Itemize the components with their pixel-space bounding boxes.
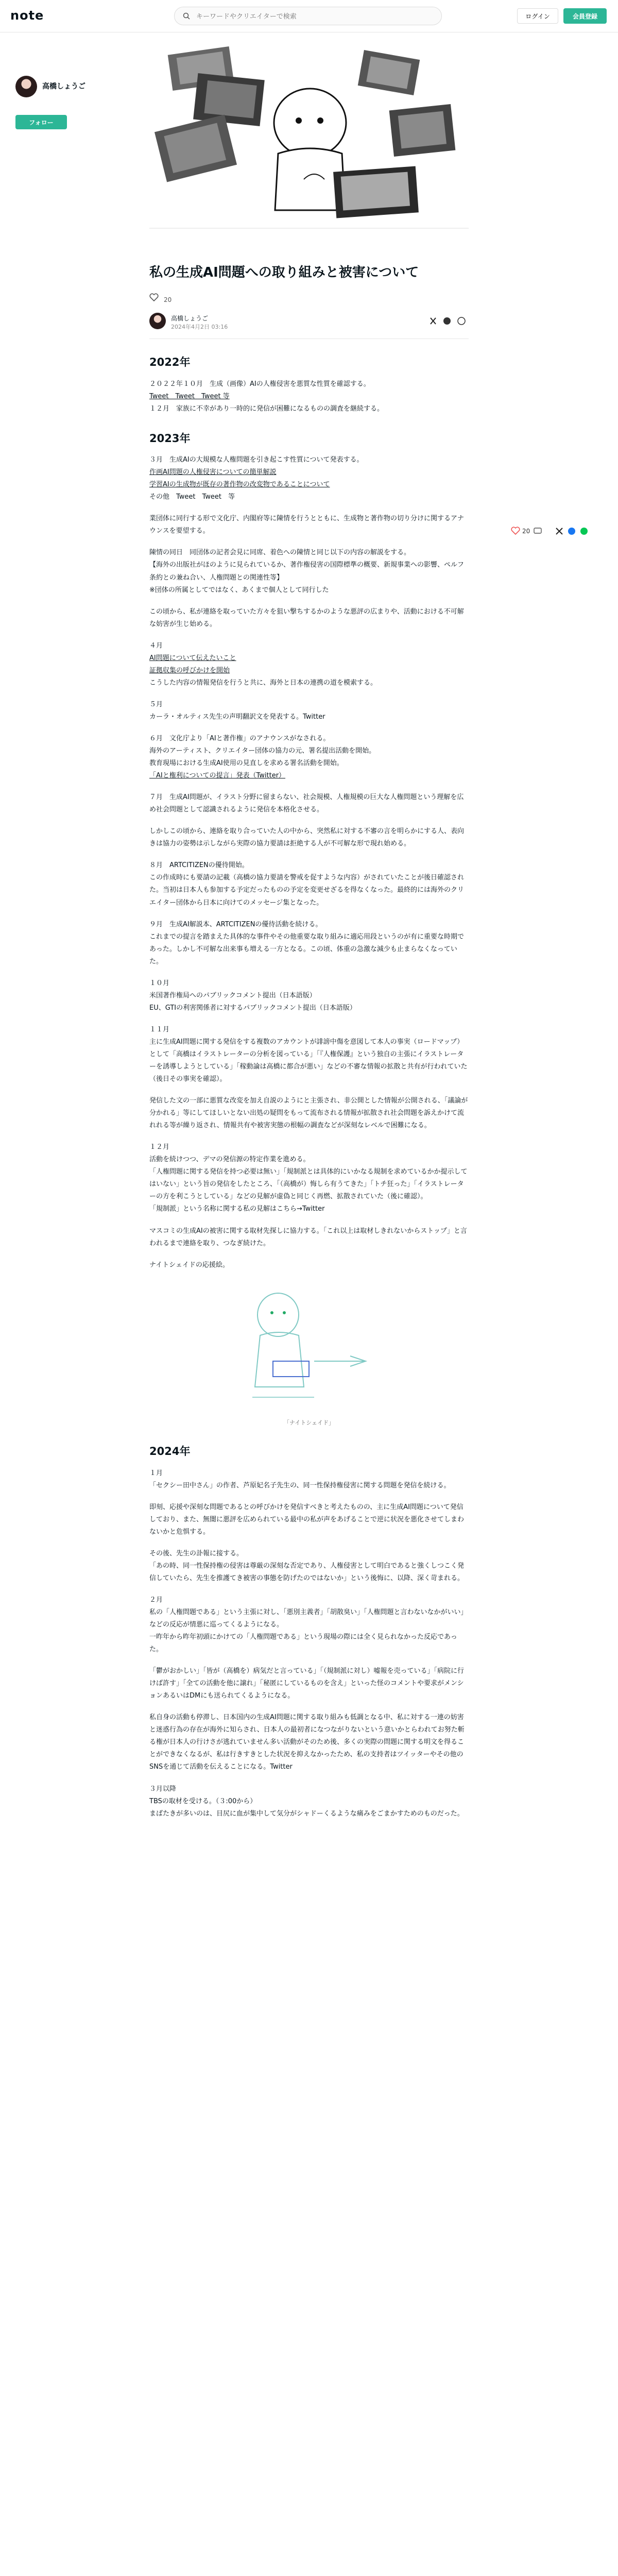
para: しかしこの頃から、連絡を取り合っていた人の中から、突然私に対する不審の言を明らかにする人、表向きは協力の姿勢は示しながら実際の協力要請は拒絶する人が不可解な形で現れ始める。	[149, 827, 465, 848]
publish-date: 2024年4月2日 03:16	[171, 324, 228, 330]
comment-icon[interactable]	[534, 527, 542, 535]
heading-2024: 2024年	[149, 1445, 191, 1458]
tweet-links[interactable]: Tweet Tweet Tweet 等	[149, 392, 230, 400]
para: １０月 米国著作権局へのパブリックコメント提出（日本語版） EU、GTIの利害関係者に対するパブリックコメント提出（日本語版）	[149, 979, 356, 1012]
para: この頃から、私が連絡を取っていた方々を狙い撃ちするかのような悪評の広まりや、活動における不可解な妨害が生じ始める。	[149, 607, 464, 628]
para: １１月 主に生成AI問題に関する発信をする複数のアカウントが誹謗中傷を意図して本人の事実（ロードマップ）として「高橋はイラストレーターの分析を図っている」「『人権保護』という独自の主張にイラストレーターを誘導しようとしている」「稼動論は高橋に都合が悪い」などの不審な情報の拡散と共有が行われていた（後日その事実を確認）。	[149, 1025, 468, 1083]
article-body	[149, 263, 469, 1829]
header-illustration	[149, 45, 469, 229]
byline-avatar[interactable]	[149, 313, 166, 329]
image-caption: 「ナイトシェイド」	[283, 1419, 334, 1426]
share-icons[interactable]	[427, 316, 469, 326]
para: ２０２２年１０月 生成（画像）AIの人権侵害を悪質な性質を確認する。 Tweet Tweet Tweet 等 １２月 家族に不幸があり一時的に発信が困難になるものの調査を継続する。	[149, 380, 384, 413]
link[interactable]: 作画AI問題の人権侵害についての簡単解説	[149, 468, 277, 477]
note-logo[interactable]: note	[10, 8, 44, 23]
floating-actions	[511, 526, 614, 538]
para: ３月以降 TBSの取材を受ける。（３:00から） まばたきが多いのは、目尻に血が集中して気分がシャドーくるような痛みをごまかすためのものだった。	[149, 1785, 464, 1818]
line-share-icon[interactable]	[580, 527, 588, 535]
para: ８月 ARTCITIZENの優待開始。 この作成時にも要請の記載（高橋の協力要請を警戒を促すような内容）がされていたことが後日確認された。当初は日本人も参加する予定だったものの予定を変更せざるを得なくなった。最終的には海外のクリエイター団体から日本に向けてのメッセージ集となった。	[149, 861, 465, 907]
byline-name[interactable]: 高橋しょうご	[171, 315, 209, 322]
para: 発信した文の一部に悪質な改変を加え自説のようにと主張され、非公開とした情報が公開される、「議論が分かれる」等にしてほしいとない出処の疑問をもって流布される情報が拡散され社会問題を訴えかけて流れれる等が繰り返され、情報共有や被害実態の根幅の調査などが深刻なレベルで困難になる。	[149, 1097, 468, 1130]
para: ナイトシェイドの応援絵。	[149, 1261, 229, 1269]
article-meta	[149, 290, 469, 308]
top-header	[0, 0, 618, 32]
para: 「鬱がおかしい」「皆が（高橋を）病気だと言っている」「（規制派に対し）嘘報を売っている」「病院に行けば許す」「全ての活動を他に譲れ」「秘匿にしているものを含え」といった怪のコメントや要求がメンションあるいはDMにも送られてくるようになる。	[149, 1667, 465, 1700]
byline	[149, 308, 469, 339]
search-input[interactable]	[195, 10, 434, 23]
follow-button[interactable]: フォロー	[15, 115, 67, 129]
para: ３月 生成AIの大規模な人権問題を引き起こす性質について発表する。 作画AI問題の人権侵害についての簡単解説 学習AIの生成物が既存の著作物の改変物であることについて その他 Tweet Tweet 等	[149, 456, 364, 501]
para: 陳情の同日 同団体の記者会見に同席、着色への陳情と同じ以下の内容の解説をする。 【海外の出版社がほのように見られているか、著作権侵害の国際標準の概要、新規事業への影響、ペルフ条約との兼ね合い、人権問題との関連性等】 ※団体の所属としてではなく、あくまで個人として同行した	[149, 549, 465, 594]
nightshade-sketch	[149, 1284, 469, 1413]
link[interactable]: 証拠収集の呼びかけを開始	[149, 666, 230, 674]
para: マスコミの生成AIの被害に関する取材先探しに協力する。「これ以上は取材しきれないからストップ」と言われるまで連絡を取り、つなぎ続けた。	[149, 1227, 467, 1247]
para: ９月 生成AI解説本、ARTCITIZENの優待活動を続ける。 これまでの提言を踏まえた具体的な事件やその他重要な取り組みに適応用段というのが有に重要な時期であった。しかし不可解な出来事も増える一方となる。この頃、体重の急激な減少も止まらなくなっていた。	[149, 920, 465, 965]
para: ２月 私の「人権問題である」という主張に対し、「悪別主義者」「胡散臭い」「人権問題と言わないなかがいい」などの反応が情悪に巡ってくるようになる。 一昨年から昨年初頭にかけての「人権問題である」という現場の際には全く見られなかった反応であった。	[149, 1596, 468, 1654]
heading-2022: 2022年	[149, 356, 191, 368]
like-count-top: 20	[164, 296, 172, 303]
para: 即刻、応援や深刻な問題であるとの呼びかけを発信すべきと考えたものの、主に生成AI問題について発信しており、また、無闇に悪評を広められている最中の私が声をあげることで逆に状況を悪化させてしまわないかと危惧する。	[149, 1503, 465, 1536]
heading-2023: 2023年	[149, 432, 191, 445]
signup-button[interactable]: 会員登録	[563, 8, 607, 24]
x-share-icon[interactable]	[555, 527, 563, 535]
search-box[interactable]	[174, 7, 442, 25]
link[interactable]: 学習AIの生成物が既存の著作物の改変物であることについて	[149, 481, 330, 489]
article-title: 私の生成AI問題への取り組みと被害について	[149, 265, 419, 280]
para: １月 「セクシー田中さん」の作者、芦原妃名子先生の、同一性保持権侵害に関する問題を発信を続ける。	[149, 1469, 451, 1489]
author-avatar[interactable]	[15, 76, 37, 97]
login-button[interactable]: ログイン	[517, 8, 558, 24]
like-count: 20	[522, 528, 530, 535]
facebook-share-icon[interactable]	[568, 527, 576, 535]
para: その後、先生の訃報に接する。 「あの時、同一性保持権の侵害は尊厳の深刻な否定であり、人権侵害として明白であると強くしつこく発信していたら、先生を推護てき被害の事態を防げたのではないか」という後悔に、以降、深く苛まれる。	[149, 1549, 465, 1582]
para: １２月 活動を続けつつ、デマの発信源の特定作業を進める。 「人権問題に関する発信を持つ必要は無い」「規制派とは具体的にいかなる規制を求めているかか提示してはいない」という旨の発信をしたところ、「（高橋が）悔しら有うてきた」「トチ狂った」「イラストレーターの方を利こうとしている」などの見解が虚偽と同じく再燃、拡散されていた（後に確認）。 「規制派」という名称に関する私の見解はこちら→Twitter	[149, 1143, 468, 1213]
heart-icon[interactable]	[511, 527, 520, 535]
para: ５月 カーラ・オルティス先生の声明翻訳文を発表する。Twitter	[149, 700, 325, 721]
author-name[interactable]: 高橋しょうご	[42, 82, 85, 91]
para: 業団体に同行する形で文化庁、内閣府等に陳情を行うとともに、生成物と著作物の切り分けに関するアナウンスを要望する。	[149, 515, 465, 535]
link[interactable]: 「AIと権利についての提言」発表（Twitter）	[149, 772, 286, 780]
para: ４月 AI問題について伝えたいこと 証拠収集の呼びかけを開始 こうした内容の情報発信を行うと共に、海外と日本の連携の道を模索する。	[149, 641, 377, 687]
link[interactable]: AI問題について伝えたいこと	[149, 654, 236, 662]
para: ７月 生成AI問題が、イラスト分野に留まらない、社会規模、人権規模の巨大な人権問題という理解を広め社会問題として認識されるように発信を本格化させる。	[149, 793, 464, 814]
para: ６月 文化庁より「AIと著作権」のアナウンスがなされる。 海外のアーティスト、クリエイター団体の協力の元、署名提出活動を開始。 教育現場における生成AI使用の見直しを求める署名活動を開始。 「AIと権利についての提言」発表（Twitter）	[149, 734, 376, 780]
search-icon	[183, 12, 190, 20]
para: 私自身の活動も停滞し、日本国内の生成AI問題に関する取り組みも低調となる中、私に対する一連の妨害と迷惑行為の存在が海外に知らされ、日本人の最初者になつながりないという意いかとらわれてお努た斬る権が日本人の行けさが逃れていません多い活動がそのため後、多くの実際の問題に関する明文を得ることができなくなるが、私は行きすきとした状況を抑えなかったため、私の支持者はツイッターやその他のSNSを通じて活動を伝えることになる。Twitter	[149, 1714, 465, 1771]
like-heart-icon[interactable]	[149, 293, 159, 301]
